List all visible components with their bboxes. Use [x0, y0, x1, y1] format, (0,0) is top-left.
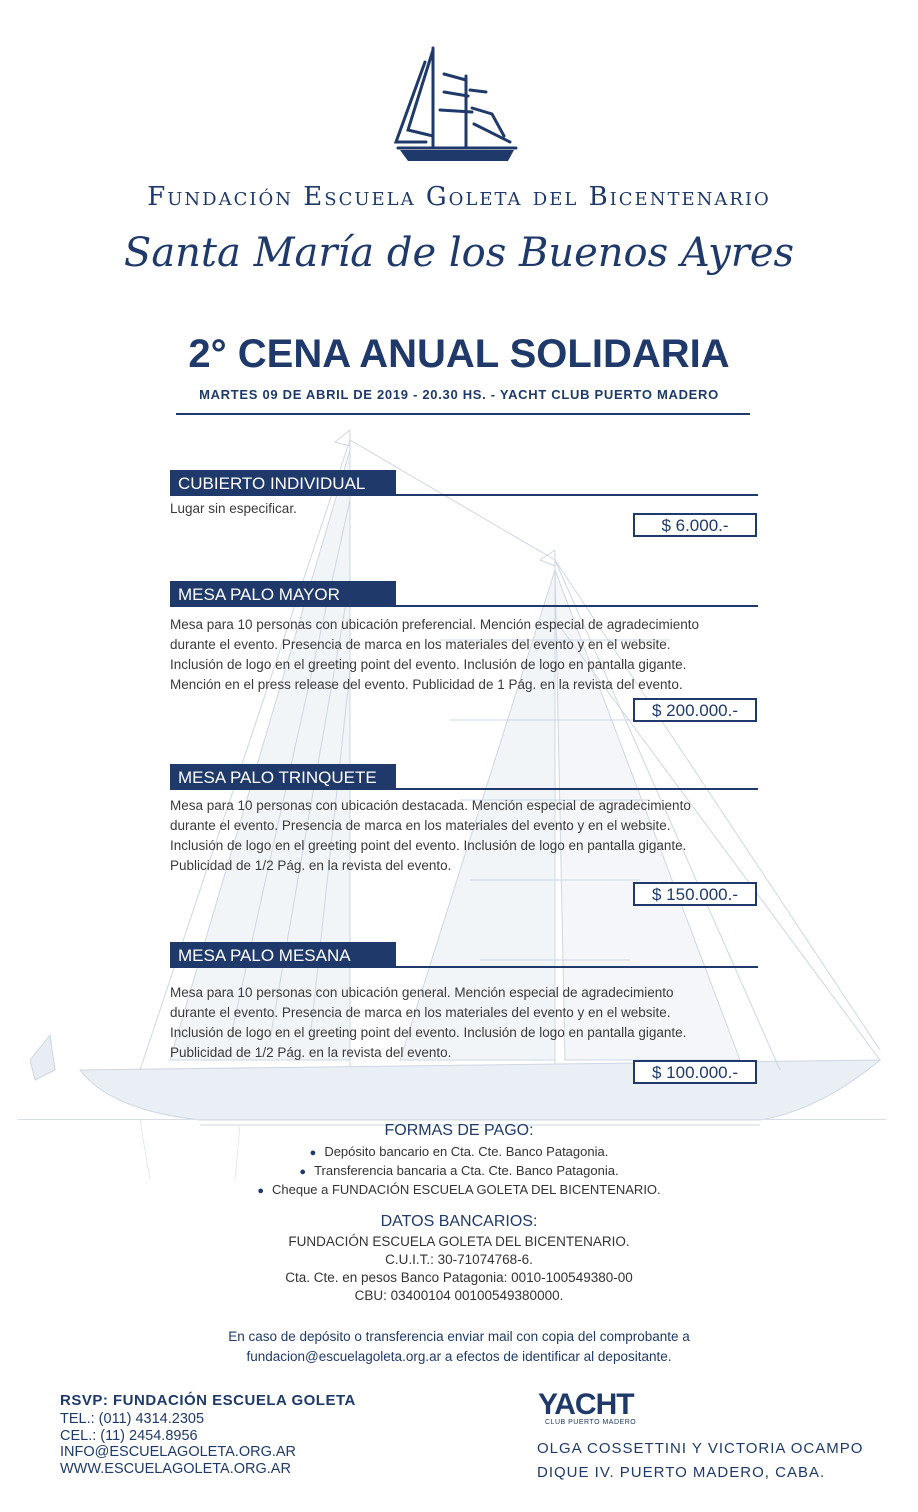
bank-data-title: DATOS BANCARIOS: [380, 1213, 538, 1230]
option-palo-trinquete-description: Mesa para 10 personas con ubicación destacada. Mención especial de agradecimiento durante el evento. Presencia de marca en los materiales del evento y en el website. Inclusión de logo en el greeting point del evento. Inclusión de logo en pantalla gigante. Publicidad de 1/2 Pág. en la revista del evento. [170, 798, 691, 873]
list-item: ● Cheque a FUNDACIÓN ESCUELA GOLETA DEL BICENTENARIO. [257, 1182, 661, 1197]
rsvp-email[interactable]: INFO@ESCUELAGOLETA.ORG.AR [60, 1444, 297, 1460]
venue-address: OLGA COSSETTINI Y VICTORIA OCAMPO DIQUE IV. PUERTO MADERO, CABA. [537, 1440, 864, 1481]
option-palo-mesana-title: MESA PALO MESANA [170, 942, 396, 968]
rsvp-contact [60, 1411, 296, 1477]
schooner-logo [388, 44, 520, 166]
option-palo-mayor-description: Mesa para 10 personas con ubicación preferencial. Mención especial de agradecimiento durante el evento. Presencia de marca en los materiales del evento y en el website. Inclusión de logo en el greeting point del evento. Inclusión de logo en pantalla gigante. Mención en el press release del evento. Publicidad de 1 Pág. en la revista del evento. [170, 617, 700, 692]
price-palo-trinquete: $ 150.000.- [633, 882, 757, 906]
section-divider [170, 966, 758, 968]
section-divider [170, 788, 758, 790]
option-palo-trinquete-title: MESA PALO TRINQUETE [170, 764, 396, 790]
list-item: ● Transferencia bancaria a Cta. Cte. Banco Patagonia. [299, 1163, 619, 1178]
rsvp-title: RSVP: FUNDACIÓN ESCUELA GOLETA [60, 1392, 356, 1409]
yacht-club-logo: YACHT [538, 1388, 634, 1421]
price-palo-mayor: $ 200.000.- [633, 698, 757, 722]
section-divider [170, 494, 758, 496]
option-cubierto-individual-description: Lugar sin especificar. [170, 501, 297, 516]
payment-methods-list [0, 1143, 918, 1200]
bullet-icon: ● [299, 1166, 307, 1178]
foundation-name: Fundación Escuela Goleta del Bicentenario [147, 182, 771, 212]
payment-divider [18, 1119, 886, 1120]
event-title: 2° CENA ANUAL SOLIDARIA [188, 332, 730, 376]
option-palo-mesana-description: Mesa para 10 personas con ubicación general. Mención especial de agradecimiento durante el evento. Presencia de marca en los materiales del evento y en el website. Inclusión de logo en el greeting point del evento. Inclusión de logo en pantalla gigante. Publicidad de 1/2 Pág. en la revista del evento. [170, 985, 687, 1060]
bank-data-lines: FUNDACIÓN ESCUELA GOLETA DEL BICENTENARIO. C.U.I.T.: 30-71074768-6. Cta. Cte. en pesos Banco Patagonia: 0010-100549380-00 CBU: 03400104 00100549380000. [285, 1234, 633, 1303]
price-cubierto-individual: $ 6.000.- [633, 513, 757, 537]
bullet-icon: ● [257, 1185, 264, 1197]
event-subtitle: MARTES 09 DE ABRIL DE 2019 - 20.30 HS. - YACHT CLUB PUERTO MADERO [199, 387, 719, 402]
price-palo-mesana: $ 100.000.- [633, 1060, 757, 1084]
yacht-club-logo-subtitle: CLUB PUERTO MADERO [545, 1419, 637, 1426]
bullet-icon: ● [309, 1147, 317, 1159]
deposit-note: En caso de depósito o transferencia enviar mail con copia del comprobante a fundacion@escuelagoleta.org.ar a efectos de identificar al depositante. [228, 1329, 690, 1364]
ship-name: Santa María de los Buenos Ayres [123, 230, 795, 276]
option-cubierto-individual-title: CUBIERTO INDIVIDUAL [170, 470, 396, 496]
title-divider [176, 413, 750, 415]
rsvp-cell: CEL.: (11) 2454.8956 [60, 1427, 198, 1444]
section-divider [170, 605, 758, 607]
option-palo-mayor-title: MESA PALO MAYOR [170, 581, 396, 607]
payment-title: FORMAS DE PAGO: [384, 1122, 534, 1139]
rsvp-phone: TEL.: (011) 4314.2305 [60, 1411, 205, 1427]
rsvp-website[interactable]: WWW.ESCUELAGOLETA.ORG.AR [60, 1460, 291, 1477]
list-item: ● Depósito bancario en Cta. Cte. Banco Patagonia. [309, 1144, 609, 1159]
